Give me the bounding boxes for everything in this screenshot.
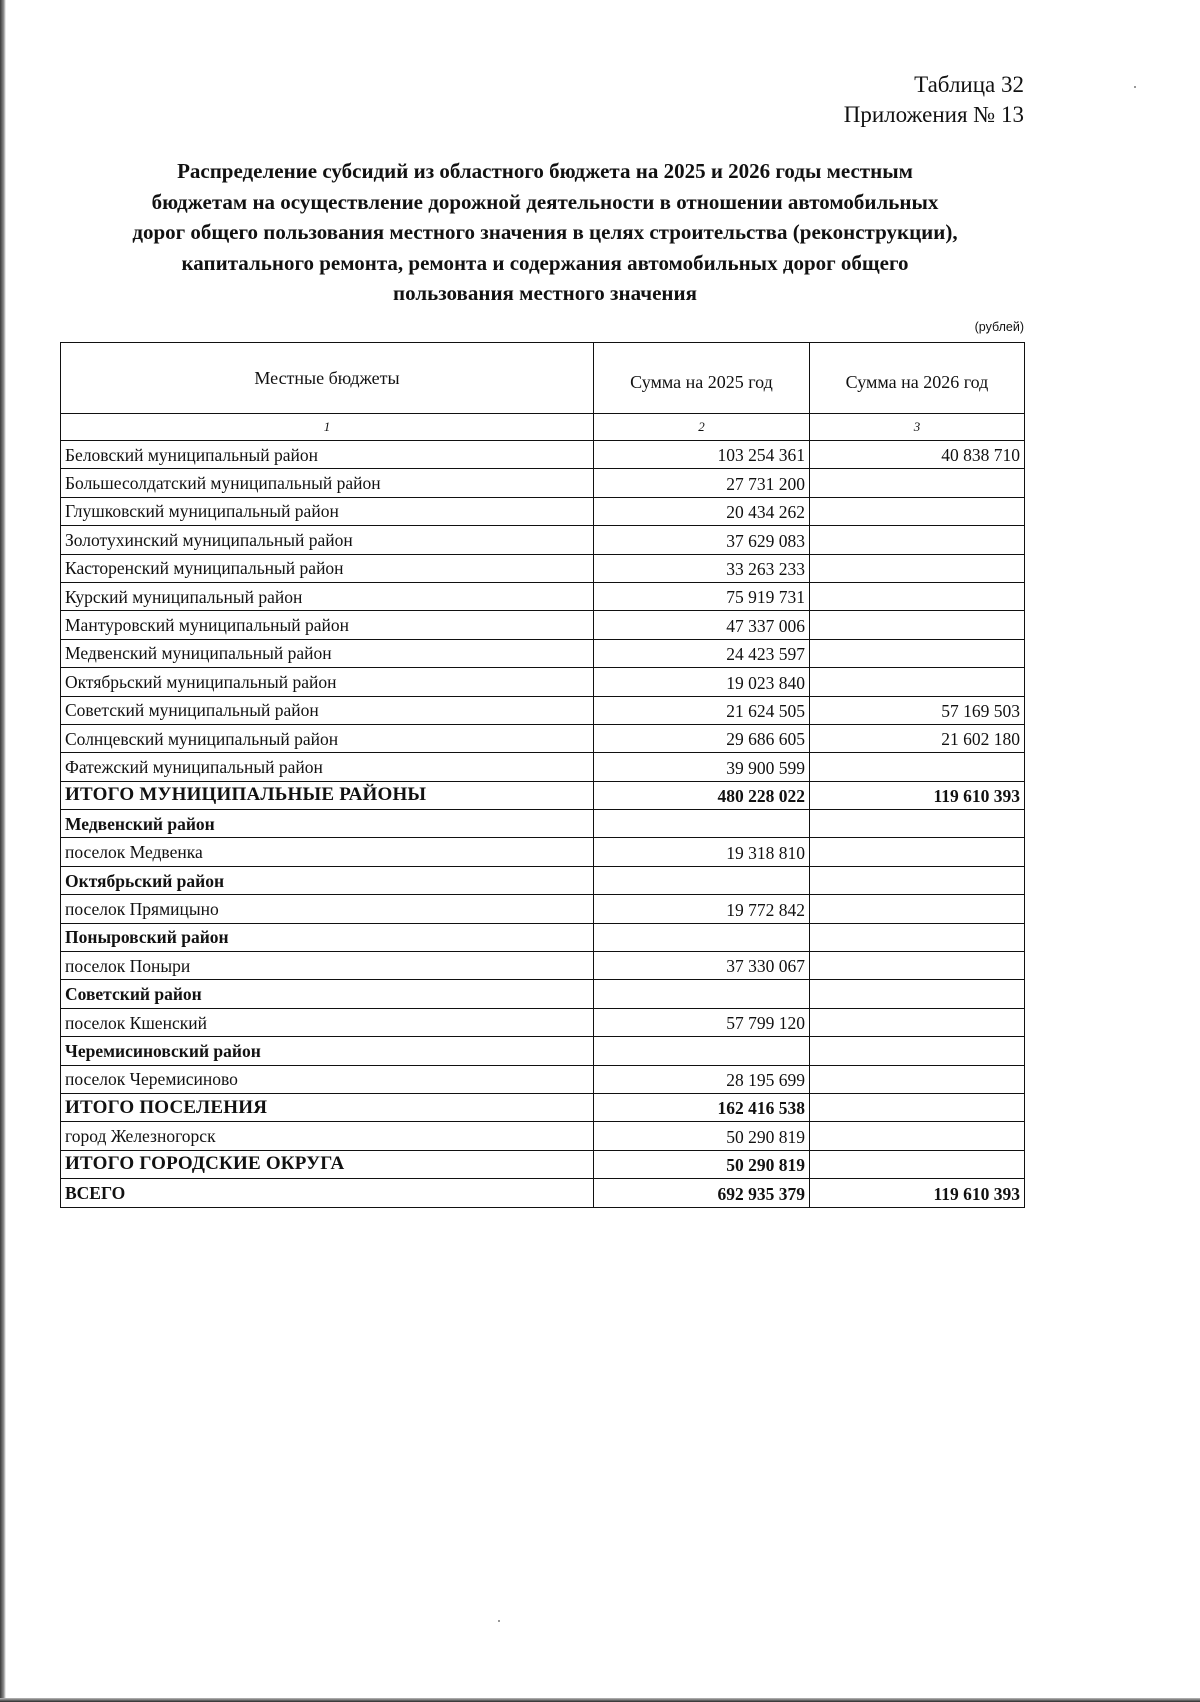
amount-2026-cell [810, 1065, 1025, 1093]
table-row [61, 753, 1025, 781]
budget-name-cell: Касторенский муниципальный район [61, 554, 594, 582]
budget-name-cell: Медвенский район [61, 810, 594, 838]
table-row [61, 582, 1025, 610]
amount-2025-cell [594, 810, 810, 838]
amount-2025-cell: 103 254 361 [594, 441, 810, 469]
table-reference-block [844, 70, 1024, 130]
table-row [61, 1122, 1025, 1150]
table-row [61, 923, 1025, 951]
amount-2026-cell [810, 582, 1025, 610]
amount-2026-cell [810, 810, 1025, 838]
table-row [61, 639, 1025, 667]
table-row [61, 1008, 1025, 1036]
budget-name-cell: ВСЕГО [61, 1179, 594, 1207]
amount-2026-cell: 40 838 710 [810, 441, 1025, 469]
amount-2026-cell [810, 1037, 1025, 1065]
amount-2025-cell: 33 263 233 [594, 554, 810, 582]
amount-2026-cell [810, 895, 1025, 923]
table-row [61, 980, 1025, 1008]
budget-name-cell: Солнцевский муниципальный район [61, 724, 594, 752]
budget-name-cell: поселок Медвенка [61, 838, 594, 866]
amount-2025-cell: 480 228 022 [594, 781, 810, 809]
budget-name-cell: Советский район [61, 980, 594, 1008]
column-number: 3 [810, 414, 1025, 441]
table-row [61, 1150, 1025, 1178]
table-row [61, 724, 1025, 752]
amount-2025-cell: 20 434 262 [594, 497, 810, 525]
table-row [61, 469, 1025, 497]
amount-2026-cell [810, 668, 1025, 696]
amount-2025-cell: 19 023 840 [594, 668, 810, 696]
amount-2026-cell [810, 1008, 1025, 1036]
amount-2025-cell [594, 1037, 810, 1065]
table-row [61, 441, 1025, 469]
amount-2026-cell [810, 1093, 1025, 1121]
amount-2025-cell: 47 337 006 [594, 611, 810, 639]
budget-name-cell: поселок Кшенский [61, 1008, 594, 1036]
amount-2026-cell [810, 753, 1025, 781]
table-row [61, 696, 1025, 724]
amount-2026-cell [810, 497, 1025, 525]
table-row [61, 781, 1025, 809]
amount-2026-cell [810, 554, 1025, 582]
column-header-2025: Сумма на 2025 год [594, 343, 810, 414]
amount-2026-cell [810, 838, 1025, 866]
table-header-row [61, 343, 1025, 414]
amount-2025-cell: 37 629 083 [594, 526, 810, 554]
budget-name-cell: поселок Прямицыно [61, 895, 594, 923]
budget-name-cell: ИТОГО ГОРОДСКИЕ ОКРУГА [61, 1150, 594, 1178]
document-title [60, 156, 1030, 309]
title-line: пользования местного значения [393, 281, 697, 305]
table-row [61, 526, 1025, 554]
column-number-row [61, 414, 1025, 441]
table-row [61, 668, 1025, 696]
amount-2025-cell: 50 290 819 [594, 1122, 810, 1150]
budget-name-cell: город Железногорск [61, 1122, 594, 1150]
budget-name-cell: Черемисиновский район [61, 1037, 594, 1065]
table-row [61, 1037, 1025, 1065]
amount-2025-cell [594, 923, 810, 951]
amount-2026-cell: 119 610 393 [810, 781, 1025, 809]
table-row [61, 1093, 1025, 1121]
amount-2025-cell: 21 624 505 [594, 696, 810, 724]
units-label: (рублей) [974, 320, 1024, 334]
table-row [61, 810, 1025, 838]
amount-2026-cell: 57 169 503 [810, 696, 1025, 724]
amount-2025-cell: 39 900 599 [594, 753, 810, 781]
column-header-budgets: Местные бюджеты [61, 343, 594, 414]
amount-2026-cell [810, 639, 1025, 667]
budget-name-cell: поселок Поныри [61, 952, 594, 980]
amount-2026-cell: 119 610 393 [810, 1179, 1025, 1207]
budget-name-cell: Курский муниципальный район [61, 582, 594, 610]
scan-speck [1134, 86, 1136, 88]
amount-2026-cell [810, 980, 1025, 1008]
title-line: капитального ремонта, ремонта и содержания автомобильных дорог общего [181, 250, 909, 275]
amount-2025-cell: 57 799 120 [594, 1008, 810, 1036]
amount-2026-cell [810, 923, 1025, 951]
column-number: 1 [61, 414, 594, 441]
budget-name-cell: Советский муниципальный район [61, 696, 594, 724]
appendix-number: Приложения № 13 [843, 102, 1024, 127]
amount-2025-cell: 28 195 699 [594, 1065, 810, 1093]
table-row [61, 866, 1025, 894]
budget-name-cell: Медвенский муниципальный район [61, 639, 594, 667]
budget-name-cell: ИТОГО ПОСЕЛЕНИЯ [61, 1093, 594, 1121]
amount-2025-cell: 29 686 605 [594, 724, 810, 752]
amount-2025-cell [594, 980, 810, 1008]
amount-2026-cell [810, 952, 1025, 980]
amount-2026-cell [810, 866, 1025, 894]
budget-name-cell: Мантуровский муниципальный район [61, 611, 594, 639]
amount-2026-cell [810, 611, 1025, 639]
amount-2025-cell: 50 290 819 [594, 1150, 810, 1178]
title-line: бюджетам на осуществление дорожной деятельности в отношении автомобильных [151, 189, 939, 214]
amount-2025-cell: 24 423 597 [594, 639, 810, 667]
amount-2025-cell: 37 330 067 [594, 952, 810, 980]
scan-edge-bottom [0, 1698, 1200, 1702]
table-row [61, 611, 1025, 639]
table-row [61, 952, 1025, 980]
amount-2026-cell [810, 1150, 1025, 1178]
table-number: Таблица 32 [914, 72, 1024, 97]
budget-name-cell: Золотухинский муниципальный район [61, 526, 594, 554]
amount-2025-cell: 162 416 538 [594, 1093, 810, 1121]
amount-2026-cell [810, 526, 1025, 554]
table-body [61, 441, 1025, 1208]
budget-name-cell: Глушковский муниципальный район [61, 497, 594, 525]
budget-name-cell: Октябрьский муниципальный район [61, 668, 594, 696]
amount-2025-cell [594, 866, 810, 894]
budget-name-cell: Фатежский муниципальный район [61, 753, 594, 781]
amount-2025-cell: 27 731 200 [594, 469, 810, 497]
title-line: Распределение субсидий из областного бюджета на 2025 и 2026 годы местным [177, 159, 913, 183]
table-row [61, 554, 1025, 582]
scan-edge-left [0, 0, 6, 1702]
column-number: 2 [594, 414, 810, 441]
table-row [61, 497, 1025, 525]
amount-2026-cell [810, 469, 1025, 497]
table-row [61, 1179, 1025, 1207]
title-line: дорог общего пользования местного значения в целях строительства (реконструкции), [132, 220, 958, 244]
amount-2025-cell: 19 772 842 [594, 895, 810, 923]
budget-name-cell: Октябрьский район [61, 866, 594, 894]
budget-name-cell: Поныровский район [61, 923, 594, 951]
subsidy-table [60, 342, 1025, 1208]
table-row [61, 1065, 1025, 1093]
amount-2025-cell: 75 919 731 [594, 582, 810, 610]
amount-2026-cell [810, 1122, 1025, 1150]
scan-speck [498, 1620, 500, 1622]
budget-name-cell: Беловский муниципальный район [61, 441, 594, 469]
amount-2026-cell: 21 602 180 [810, 724, 1025, 752]
table-row [61, 895, 1025, 923]
amount-2025-cell: 692 935 379 [594, 1179, 810, 1207]
budget-name-cell: Большесолдатский муниципальный район [61, 469, 594, 497]
budget-name-cell: ИТОГО МУНИЦИПАЛЬНЫЕ РАЙОНЫ [61, 781, 594, 809]
amount-2025-cell: 19 318 810 [594, 838, 810, 866]
budget-name-cell: поселок Черемисиново [61, 1065, 594, 1093]
column-header-2026: Сумма на 2026 год [810, 343, 1025, 414]
table-row [61, 838, 1025, 866]
